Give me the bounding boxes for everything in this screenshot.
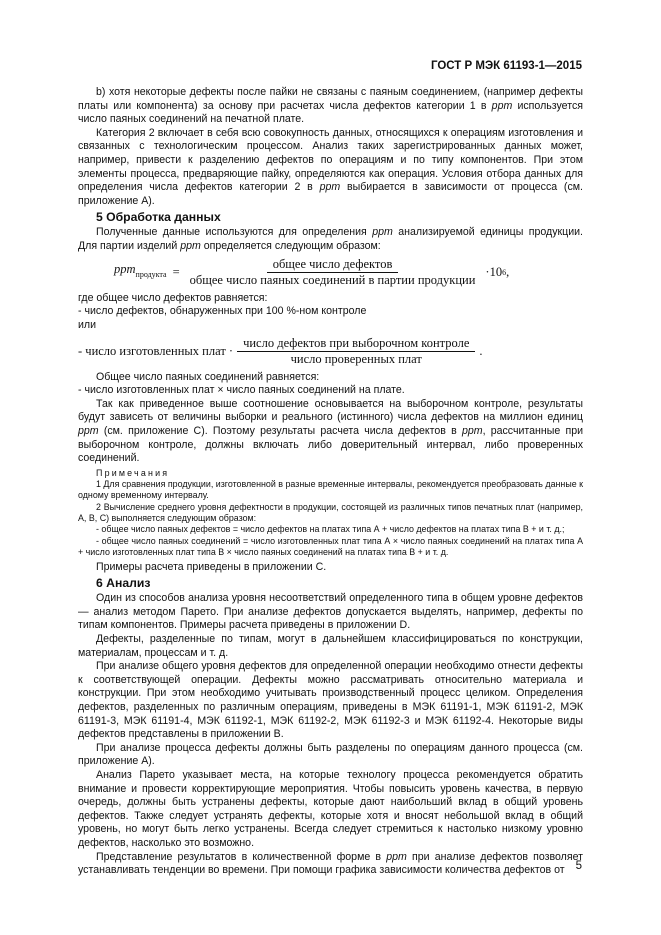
note-item: 1 Для сравнения продукции, изготовленной в разные временные интервалы, рекомендуется преобразовать данные к одному временному интервалу.	[78, 478, 583, 501]
notes-heading: Примечания	[96, 467, 170, 478]
page-body	[78, 86, 583, 878]
paragraph: Так как приведенное выше соотношение основывается на выборочном контроле, результаты будут зависеть от величины выборки и реального (истинного) числа дефектов на миллион единиц ppm (см. приложение С). Поэтому результаты расчета числа дефектов в ppm, рассчитанные при выборочном контроле, должны включать либо доверительный интервал, либо проверенных соединений.	[78, 397, 584, 465]
page-number: 5	[575, 860, 582, 872]
paragraph: или	[78, 318, 97, 331]
paragraph: При анализе процесса дефекты должны быть разделены по операциям данного процесса (см. приложение А).	[78, 741, 583, 768]
paragraph: Один из способов анализа уровня несоответствий определенного типа в общем уровне дефектов — анализ методом Парето. При анализе дефектов допускается выделять, например, дефекты по типам компонентов. Примеры расчета приведены в приложении D.	[78, 592, 583, 632]
formula-fraction: $\frac{\text{общее число дефектов}}{\text{общее число паяных соединений в партии продукции}}$	[189, 256, 476, 288]
note-item: - общее число паяных дефектов = число дефектов на платах типа А + число дефектов на платах типа В + и т. д.;	[96, 524, 565, 535]
section-heading-5: 5 Обработка данных	[96, 210, 221, 225]
ppm-term: ppm	[319, 181, 341, 194]
paragraph: Примеры расчета приведены в приложении С.	[96, 560, 327, 573]
paragraph: b) хотя некоторые дефекты после пайки не связаны с паяным соединением, (например дефекты платы или компонента) за основу при расчетах числа дефектов категории 1 в ppm используется число паяных соединений на печатной плате.	[78, 86, 583, 126]
paragraph: где общее число дефектов равняется:	[78, 291, 268, 304]
paragraph: Анализ Парето указывает места, на которые технологу процесса рекомендуется обратить внимание и провести корректирующие мероприятия. Чтобы повысить уровень качества, в первую очередь, должны быть устранены дефекты, которые дают наибольший вклад в общий уровень дефектов. Также следует устранять дефекты, которые хотя и вносят небольшой вклад в общий уровень, но могут быть легко устранены. Всегда следует стремиться к настолько низкому уровню дефектов, насколько это возможно.	[78, 769, 583, 849]
ppm-term: ppm	[491, 99, 513, 112]
formula-fraction: $\frac{\text{число дефектов при выборочном контроле}}{\text{число проверенных плат}}$	[237, 337, 475, 367]
paragraph: Общее число паяных соединений равняется:	[96, 370, 320, 383]
paragraph: При анализе общего уровня дефектов для определенной операции необходимо отнести дефекты к соответствующей операции. Дефекты можно рассматривать относительно материала и конструкции. При этом необходимо учитывать производственный процесс целиком. Определения дефектов, разделенных по различным операциям, приведены в МЭК 61191-1, МЭК 61191-2, МЭК 61191-3, МЭК 61191-4, МЭК 61192-1, МЭК 61192-2, МЭК 61192-3 и МЭК 61192-4. Некоторые виды дефектов представлены в приложении В.	[78, 660, 583, 741]
list-item: - число изготовленных плат × число паяных соединений на плате.	[78, 384, 405, 397]
paragraph: Категория 2 включает в себя всю совокупность данных, относящихся к операциям изготовления и связанных с технологическим процессом. Анализ таких зарегистрированных данных может, например, привести к разделению дефектов по операциям и по типу компонентов. При этом элементы процесса, предваряющие пайку, определяются как операция. Условия отбора данных для определения числа дефектов категории 2 в ppm выбирается в зависимости от процесса (см. приложение А).	[78, 126, 583, 207]
document-header: ГОСТ Р МЭК 61193-1—2015	[430, 60, 582, 72]
paragraph: Представление результатов в количественной форме в ppm при анализе дефектов позволяет устанавливать тенденции во времени. При помощи графика зависимости количества дефектов от	[78, 850, 583, 877]
paragraph: Полученные данные используются для определения ppm анализируемой единицы продукции. Для партии изделий ppm определяется следующим образом:	[78, 226, 583, 252]
note-item: 2 Вычисление среднего уровня дефектности в продукции, состоящей из различных типов печатных плат (например, А, В, С) выполняется следующим образом:	[78, 501, 583, 524]
paragraph: Дефекты, разделенные по типам, могут в дальнейшем классифицироваться по конструкции, материалам, процессам и т. д.	[78, 633, 583, 659]
section-heading-6: 6 Анализ	[96, 576, 151, 591]
formula-ppm-product: ppm$_{продукта}$ = $\frac{\text{общее число дефектов}}{\text{общее число паяных соединений в партии продукции}}$ ·10 6 ,	[114, 256, 510, 288]
list-item: - число дефектов, обнаруженных при 100 %-ном контроле	[78, 305, 367, 318]
formula-sample-defects: - число изготовленных плат · $\frac{\text{число дефектов при выборочном контроле}}{\text{число проверенных плат}}$ .	[78, 335, 483, 367]
note-item: - общее число паяных соединений = число изготовленных плат типа А × число паяных соединений на платах типа А + число изготовленных плат типа В × число паяных соединений на платах типа В + и т. д.	[78, 535, 583, 558]
